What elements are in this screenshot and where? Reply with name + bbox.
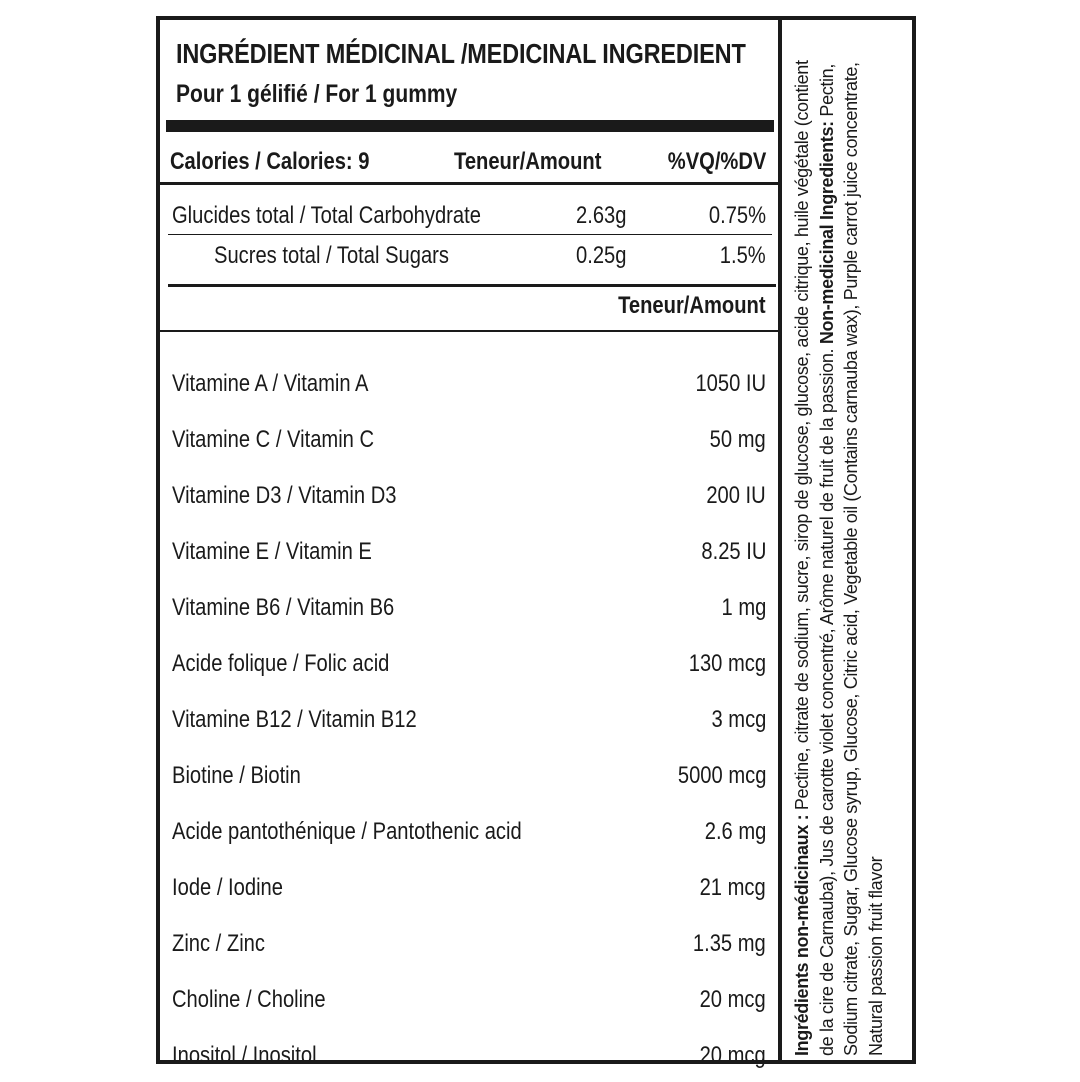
- nutrient-name: Vitamine C / Vitamin C: [172, 426, 375, 453]
- fr-ingredients-label: Ingrédients non-médicinaux :: [792, 814, 812, 1056]
- section-divider: [168, 284, 776, 287]
- nutrient-name: Vitamine E / Vitamin E: [172, 538, 372, 565]
- nutrient-amount: 8.25 IU: [700, 538, 766, 565]
- nutrient-row: [160, 706, 778, 746]
- nutrient-amount: 5000 mcg: [677, 762, 766, 789]
- macro-dv: 0.75%: [708, 202, 766, 229]
- macro-name: Glucides total / Total Carbohydrate: [172, 202, 481, 229]
- macro-amount: 0.25g: [576, 242, 627, 269]
- nutrient-name: Acide pantothénique / Pantothenic acid: [172, 818, 522, 845]
- macro-dv: 1.5%: [720, 242, 766, 269]
- label-title: INGRÉDIENT MÉDICINAL /MEDICINAL INGREDIENT: [176, 38, 746, 69]
- macro-name: Sucres total / Total Sugars: [214, 242, 449, 269]
- nutrient-name: Vitamine B12 / Vitamin B12: [172, 706, 417, 733]
- non-medicinal-ingredients: [790, 46, 888, 1056]
- ingredients-panel: [782, 20, 912, 1060]
- nutrient-name: Inositol / Inositol: [172, 1042, 317, 1069]
- nutrient-amount: 20 mcg: [699, 986, 766, 1013]
- nutrient-row: [160, 538, 778, 578]
- en-ingredients-text: Pectin, Sodium citrate, Sugar, Glucose syrup, Glucose, Citric acid, Vegetable oil (Contains carnauba wax), Purple carrot juice concentrate, Natural passion fruit flavor: [816, 62, 886, 1056]
- nutrient-amount: 3 mcg: [711, 706, 766, 733]
- nutrient-amount: 2.6 mg: [704, 818, 766, 845]
- nutrient-name: Biotine / Biotin: [172, 762, 301, 789]
- nutrient-amount: 130 mcg: [688, 650, 766, 677]
- nutrient-name: Vitamine D3 / Vitamin D3: [172, 482, 397, 509]
- nutrient-row: [160, 874, 778, 914]
- nutrient-row: [160, 930, 778, 970]
- en-ingredients-label: Non-medicinal Ingredients:: [816, 121, 837, 345]
- nutrient-name: Choline / Choline: [172, 986, 326, 1013]
- nutrient-row: [160, 482, 778, 522]
- supplement-facts-label: [156, 16, 916, 1069]
- dv-column-header: %VQ/%DV: [667, 148, 766, 175]
- facts-panel: [160, 20, 782, 1069]
- nutrient-row: [160, 1042, 778, 1082]
- nutrient-amount: 200 IU: [706, 482, 766, 509]
- nutrient-amount: 1 mg: [721, 594, 766, 621]
- nutrient-amount: 20 mcg: [699, 1042, 766, 1069]
- macro-amount: 2.63g: [576, 202, 627, 229]
- amount-column-header: Teneur/Amount: [454, 148, 602, 175]
- calories-label: Calories / Calories: 9: [170, 148, 370, 175]
- nutrient-name: Iode / Iodine: [172, 874, 283, 901]
- nutrient-name: Acide folique / Folic acid: [172, 650, 390, 677]
- nutrient-name: Zinc / Zinc: [172, 930, 265, 957]
- thin-divider: [168, 234, 772, 235]
- nutrient-row: [160, 594, 778, 634]
- nutrient-row: [160, 650, 778, 690]
- nutrient-amount: 21 mcg: [699, 874, 766, 901]
- nutrient-name: Vitamine B6 / Vitamin B6: [172, 594, 395, 621]
- nutrient-amount: 1050 IU: [695, 370, 766, 397]
- nutrient-row: [160, 986, 778, 1026]
- nutrient-row: [160, 818, 778, 858]
- nutrients-divider: [160, 330, 778, 332]
- nutrient-row: [160, 370, 778, 410]
- thick-divider: [166, 120, 774, 132]
- nutrient-row: [160, 426, 778, 466]
- serving-size: Pour 1 gélifié / For 1 gummy: [176, 80, 458, 108]
- fr-ingredients-text: Pectine, citrate de sodium, sucre, sirop de glucose, glucose, acide citrique, huile végétale (contient de la cire de Carnauba), Jus de carotte violet concentré, Arôme naturel de fruit de la passion.: [792, 60, 837, 1056]
- nutrient-amount: 1.35 mg: [693, 930, 766, 957]
- header-divider: [160, 182, 778, 185]
- nutrient-amount: 50 mg: [709, 426, 766, 453]
- nutrient-row: [160, 762, 778, 802]
- nutrient-name: Vitamine A / Vitamin A: [172, 370, 369, 397]
- nutrients-amount-header: Teneur/Amount: [618, 292, 766, 319]
